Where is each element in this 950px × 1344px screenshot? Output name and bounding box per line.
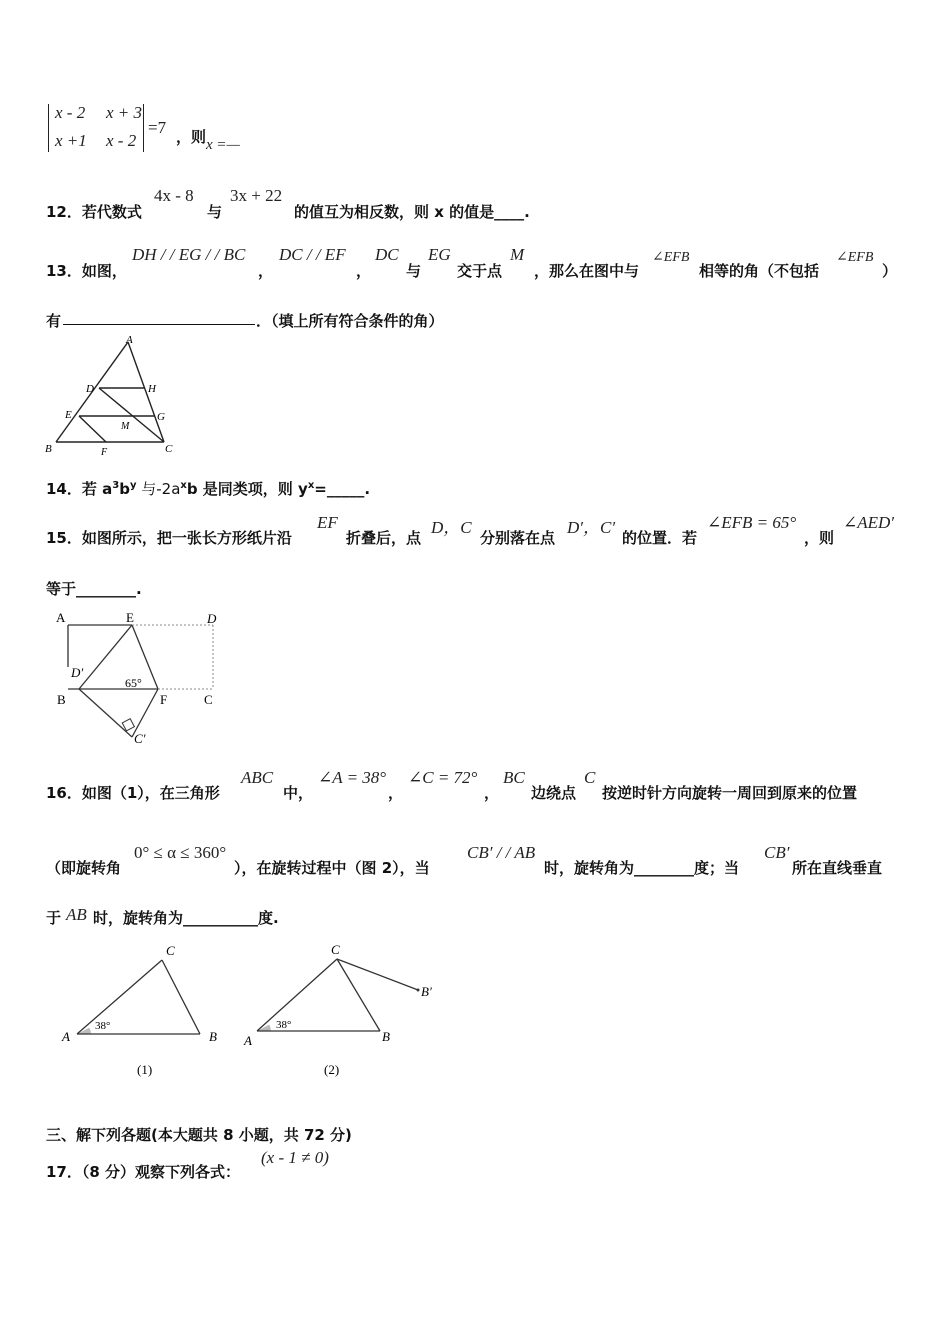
q13-line2-post: ．（填上所有符合条件的角）: [256, 312, 444, 330]
q15-m1: EF: [317, 513, 338, 532]
q13-number: 13．如图，: [46, 262, 127, 280]
fig13-label-m: M: [121, 421, 130, 432]
q14-sup4: x: [307, 480, 315, 491]
fig16b-label-a: A: [244, 1033, 252, 1048]
q13-yu: 与: [406, 262, 422, 280]
q13-m6: ∠EFB: [652, 250, 690, 265]
fig15-label-dp: D′: [71, 665, 84, 680]
fig15-label-cp: C′: [134, 731, 146, 746]
q13-figure: [40, 334, 190, 458]
fig16a-label-a: A: [62, 1029, 70, 1044]
q14-sup3: x: [180, 480, 187, 491]
q13-sep2: ，: [356, 262, 372, 280]
q15-t2: 分别落在点: [480, 529, 556, 547]
q13-t3: 相等的角（不包括: [699, 262, 820, 280]
q16-m6: 0° ≤ α ≤ 360°: [134, 843, 227, 862]
fig13-label-f: F: [101, 447, 108, 458]
q15-t4: ，则: [804, 529, 835, 547]
q16-m5: C: [584, 768, 596, 787]
q16-number: 16．如图（1），在三角形: [46, 784, 220, 802]
q13-m4: EG: [428, 245, 451, 264]
q15-figure: [50, 608, 230, 750]
q12-rest: 的值互为相反数，则 x 的值是____.: [294, 203, 530, 221]
fig15-label-c: C: [204, 692, 213, 707]
q16-m8: CB′: [764, 843, 790, 862]
q16-m7: CB′ / / AB: [467, 843, 536, 862]
fig15-label-d: D: [207, 611, 217, 626]
fig13-label-d: D: [86, 383, 94, 395]
q13-t1: 交于点: [457, 262, 503, 280]
q13-m2: DC / / EF: [279, 245, 346, 264]
fig15-angle: 65°: [125, 676, 142, 690]
q16-l2-t1: ），在旋转过程中（图 2），当: [234, 859, 430, 877]
q14-end: =_____.: [314, 480, 371, 498]
q11-then: ，则: [176, 128, 207, 146]
q13-m3: DC: [375, 245, 399, 264]
section-3-title: 三、解下列各题(本大题共 8 小题，共 72 分): [46, 1126, 352, 1144]
det-r1c2: x + 3: [106, 103, 143, 122]
fig16a-label-c: C: [166, 943, 175, 958]
q14-post: b 是同类项，则 y: [186, 480, 308, 498]
q16-t2: 边绕点: [531, 784, 577, 802]
fig16a-label-b: B: [209, 1029, 217, 1044]
det-right-bar: [143, 104, 144, 152]
q11-x-blank: x =—: [206, 137, 240, 153]
q13-answer-blank[interactable]: [63, 310, 255, 325]
q14: [46, 478, 370, 499]
fig15-label-b: B: [57, 692, 66, 707]
fig15-label-f: F: [160, 692, 168, 707]
q16-m9: AB: [66, 905, 87, 924]
fig16b-label-c: C: [331, 942, 340, 957]
q16-t1: 中，: [283, 784, 314, 802]
q13-m7: ∠EFB: [836, 250, 874, 265]
fig13-label-h: H: [148, 383, 156, 395]
q16-m4: BC: [503, 768, 525, 787]
q16-m1: ABC: [241, 768, 274, 787]
fig16b-label-bp: B′: [421, 984, 432, 999]
det-left-bar: [48, 104, 49, 152]
q16-figure-2: [240, 940, 440, 1085]
q15-m2: D，C: [431, 518, 472, 537]
q15-number: 15．如图所示，把一张长方形纸片沿: [46, 529, 292, 547]
q15-m4: ∠EFB = 65°: [707, 513, 797, 532]
q12-yu: 与: [207, 203, 223, 221]
q13-line2-pre: 有: [46, 312, 62, 330]
q16-l2-t3: 所在直线垂直: [792, 859, 883, 877]
q14-b: b: [119, 480, 130, 498]
q12-expr2: 3x + 22: [230, 186, 283, 205]
fig13-label-b: B: [45, 443, 52, 455]
fig16b-caption: (2): [324, 1062, 340, 1077]
q14-mid: 与-2a: [136, 480, 181, 498]
q17-number: 17．（8 分）观察下列各式：: [46, 1163, 241, 1181]
det-r1c1: x - 2: [55, 103, 86, 122]
fig15-label-e: E: [126, 610, 134, 625]
fig15-label-a: A: [56, 610, 66, 625]
q13-m1: DH / / EG / / BC: [132, 245, 246, 264]
q16-l2-pre: （即旋转角: [46, 859, 122, 877]
q15-line2: 等于________.: [46, 580, 142, 598]
fig13-label-g: G: [157, 411, 165, 423]
fig16a-caption: (1): [137, 1062, 153, 1077]
q13-sep1: ，: [258, 262, 274, 280]
fig16b-angle: 38°: [276, 1019, 292, 1031]
q16-sep2: ，: [484, 784, 500, 802]
q15-m5: ∠AED′: [843, 513, 895, 532]
q16-t3: 按逆时针方向旋转一周回到原来的位置: [602, 784, 858, 802]
fig13-label-c: C: [165, 443, 173, 455]
q14-sup1: 3: [112, 480, 120, 491]
q12-expr1: 4x - 8: [154, 186, 194, 205]
q12-number: 12．若代数式: [46, 203, 142, 221]
q17-condition: (x - 1 ≠ 0): [261, 1148, 329, 1167]
q16-sep: ，: [388, 784, 404, 802]
q16-l3-post: 时，旋转角为__________度.: [93, 909, 279, 927]
q16-m2: ∠A = 38°: [318, 768, 387, 787]
fig13-label-e: E: [65, 409, 72, 421]
q13-m5: M: [510, 245, 525, 264]
q15-t3: 的位置．若: [622, 529, 698, 547]
q16-m3: ∠C = 72°: [408, 768, 478, 787]
det-r2c2: x - 2: [106, 131, 137, 150]
q15-m3: D′，C′: [567, 518, 616, 537]
q13-t2: ，那么在图中与: [534, 262, 640, 280]
det-r2c1: x +1: [55, 131, 87, 150]
q15-t1: 折叠后，点: [346, 529, 422, 547]
q14-pre: 14．若 a: [46, 480, 113, 498]
fig16a-angle: 38°: [95, 1020, 111, 1032]
q16-l3-pre: 于: [46, 909, 62, 927]
det-equals: =7: [148, 118, 167, 137]
q13-t4: ）: [882, 262, 898, 280]
fig16b-label-b: B: [382, 1029, 390, 1044]
q14-sup2: y: [129, 480, 137, 491]
q16-figure-1: [55, 940, 235, 1085]
fig13-label-a: A: [126, 334, 133, 346]
q16-l2-t2: 时，旋转角为________度；当: [544, 859, 740, 877]
